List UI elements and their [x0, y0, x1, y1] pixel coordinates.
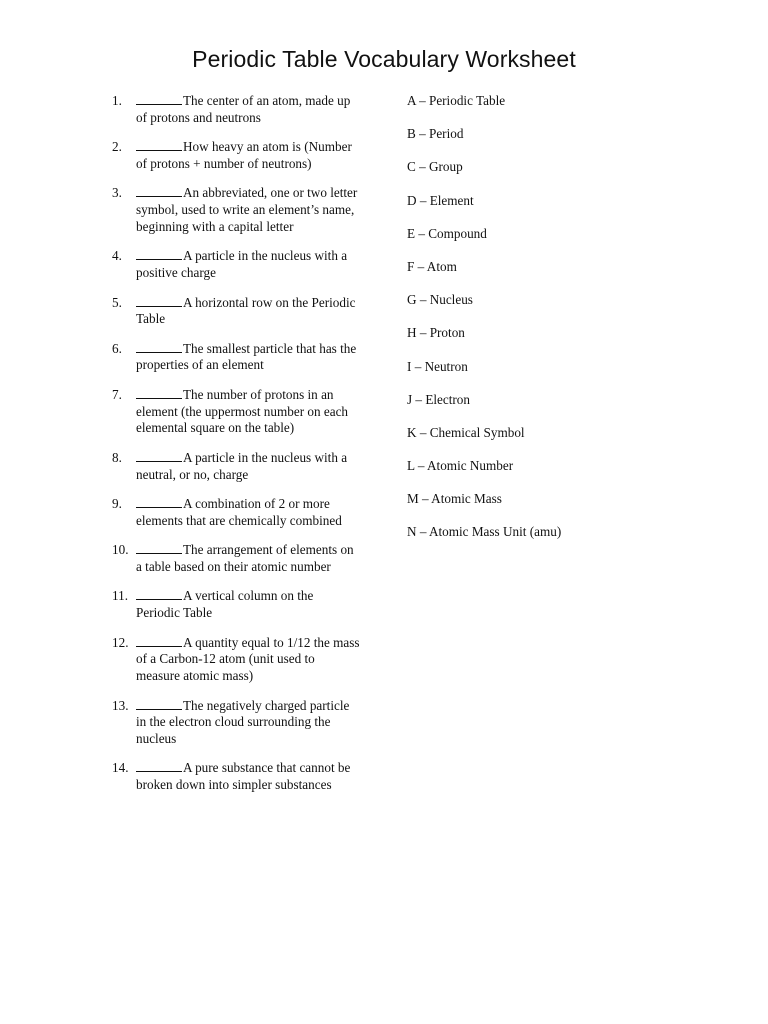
- question-item: [110, 295, 360, 328]
- answer-option: C – Group: [407, 159, 463, 175]
- question-number: 5.: [112, 294, 122, 310]
- question-number: 11.: [112, 588, 128, 604]
- question-text: The center of an atom, made up of protons and neutrons: [136, 93, 351, 125]
- answer-blank[interactable]: [136, 248, 182, 260]
- question-number: 4.: [112, 248, 122, 264]
- question-text: An abbreviated, one or two letter symbol, used to write an element’s name, beginning with a capital letter: [136, 185, 358, 234]
- question-number: 8.: [112, 449, 122, 465]
- question-text: A particle in the nucleus with a neutral, or no, charge: [136, 449, 348, 482]
- question-item: [110, 139, 360, 172]
- answer-blank[interactable]: [136, 295, 182, 307]
- question-list: [110, 93, 360, 807]
- answer-blank[interactable]: [136, 698, 182, 710]
- answer-option: D – Element: [407, 192, 474, 208]
- answer-option: M – Atomic Mass: [407, 491, 502, 507]
- question-item: [110, 450, 360, 483]
- question-text: A quantity equal to 1/12 the mass of a Carbon-12 atom (unit used to measure atomic mass): [136, 634, 360, 684]
- question-item: [110, 185, 360, 235]
- answer-option: L – Atomic Number: [407, 458, 514, 474]
- question-text: The smallest particle that has the properties of an element: [136, 340, 357, 373]
- question-text: The negatively charged particle in the electron cloud surrounding the nucleus: [136, 697, 350, 746]
- question-number: 9.: [112, 496, 122, 512]
- question-text: A pure substance that cannot be broken down into simpler substances: [136, 760, 351, 793]
- question-item: [110, 341, 360, 374]
- question-number: 13.: [112, 697, 129, 713]
- question-text: How heavy an atom is (Number of protons + number of neutrons): [136, 139, 352, 171]
- answer-blank[interactable]: [136, 341, 182, 353]
- answer-option: G – Nucleus: [407, 292, 473, 308]
- answer-option: J – Electron: [407, 391, 470, 407]
- question-item: [110, 496, 360, 529]
- answer-option: E – Compound: [407, 225, 487, 241]
- question-item: [110, 93, 360, 126]
- answer-blank[interactable]: [136, 635, 182, 647]
- question-text: The number of protons in an element (the uppermost number on each elemental square on the table): [136, 386, 349, 436]
- question-text: A particle in the nucleus with a positive charge: [136, 248, 348, 281]
- question-number: 7.: [112, 386, 122, 402]
- question-item: [110, 760, 360, 793]
- answer-option: N – Atomic Mass Unit (amu): [407, 524, 562, 540]
- answer-blank[interactable]: [136, 496, 182, 508]
- page-title: Periodic Table Vocabulary Worksheet: [192, 46, 576, 72]
- question-text: A vertical column on the Periodic Table: [136, 588, 314, 621]
- question-item: [110, 248, 360, 281]
- question-number: 6.: [112, 340, 122, 356]
- answer-option: H – Proton: [407, 325, 465, 341]
- question-number: 12.: [112, 634, 129, 650]
- question-number: 1.: [112, 93, 122, 108]
- answer-blank[interactable]: [136, 93, 182, 105]
- answer-option: A – Periodic Table: [407, 93, 506, 108]
- question-item: [110, 635, 360, 685]
- answer-option: I – Neutron: [407, 358, 468, 374]
- answer-blank[interactable]: [136, 139, 182, 151]
- answer-blank[interactable]: [136, 450, 182, 462]
- question-text: A combination of 2 or more elements that are chemically combined: [136, 496, 342, 528]
- answer-option: F – Atom: [407, 258, 457, 274]
- question-number: 2.: [112, 139, 122, 155]
- answer-option: B – Period: [407, 126, 464, 142]
- question-item: [110, 698, 360, 748]
- question-text: A horizontal row on the Periodic Table: [136, 294, 356, 327]
- question-number: 3.: [112, 185, 122, 201]
- answer-option: K – Chemical Symbol: [407, 424, 525, 440]
- question-item: [110, 588, 360, 621]
- answer-blank[interactable]: [136, 760, 182, 772]
- question-item: [110, 387, 360, 437]
- answer-blank[interactable]: [136, 387, 182, 399]
- question-number: 14.: [112, 760, 129, 776]
- question-number: 10.: [112, 542, 129, 558]
- question-text: The arrangement of elements on a table based on their atomic number: [136, 542, 354, 574]
- answer-blank[interactable]: [136, 185, 182, 197]
- question-item: [110, 542, 360, 575]
- answer-blank[interactable]: [136, 542, 182, 554]
- answer-key-list: [407, 93, 707, 558]
- answer-blank[interactable]: [136, 588, 182, 600]
